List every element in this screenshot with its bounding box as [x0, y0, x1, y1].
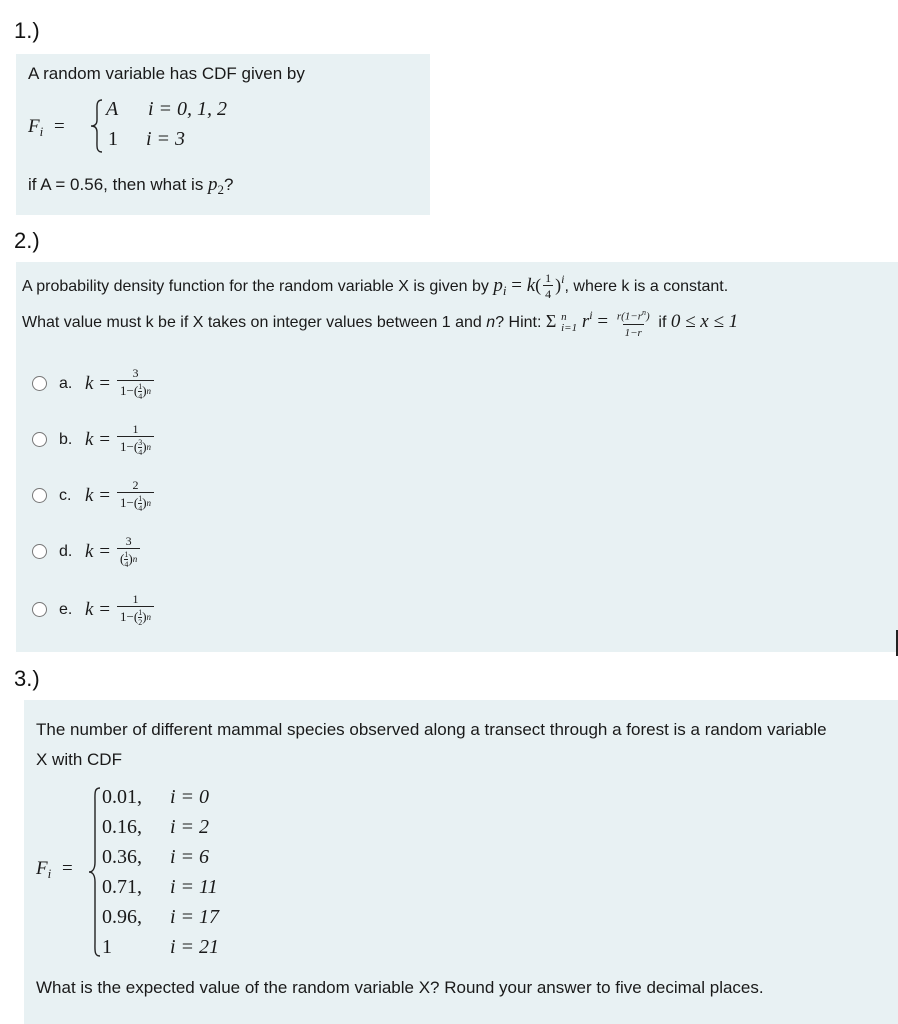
- q3-case-1-value: 0.01,: [102, 786, 142, 808]
- q2-hint-formula: Σ n i=1 $r^i$ = $\frac{r(1-r^n)}{1-r}$: [545, 308, 650, 339]
- q2-pdf-lhs: p: [493, 275, 503, 296]
- option-e-fraction: [117, 592, 154, 627]
- option-c-fraction: [117, 478, 154, 513]
- q3-case-6-value: 1: [102, 936, 112, 958]
- q2-sum-term: r: [581, 311, 590, 333]
- option-c-one: 1−: [120, 495, 134, 510]
- option-b-fraction: [117, 422, 154, 457]
- question-1-intro: A random variable has CDF given by: [28, 64, 305, 83]
- option-e-radio[interactable]: [32, 602, 47, 617]
- option-a-k-eq: k =: [85, 372, 112, 394]
- q2-line1-post: , where k is a constant.: [564, 278, 729, 295]
- option-c-numerator: 2: [132, 478, 139, 492]
- option-d-numerator: 3: [125, 534, 132, 548]
- q1-case-1-cond: i = 0, 1, 2: [148, 98, 228, 120]
- q3-lhs-sub: i: [47, 866, 52, 881]
- question-3-intro-line-1: The number of different mammal species observed along a transect through a forest is a random variable: [36, 720, 827, 739]
- q2-line2-mid: ? Hint:: [495, 314, 542, 332]
- option-b[interactable]: [32, 422, 154, 457]
- option-c-k-eq: k =: [85, 484, 112, 506]
- option-b-label: b.: [59, 430, 73, 448]
- q1-question-post: ?: [224, 175, 234, 194]
- question-2-line-1: [22, 272, 728, 301]
- option-c-radio[interactable]: [32, 488, 47, 503]
- q3-case-3-value: 0.36,: [102, 846, 142, 868]
- q1-target-sub: 2: [217, 182, 225, 197]
- question-3-number: 3.): [14, 666, 40, 691]
- question-3-cdf-lhs: $F_i$ =: [36, 858, 73, 881]
- q2-hint-numerator: [615, 306, 652, 324]
- option-e-numerator: 1: [132, 592, 139, 606]
- q2-range-pre: if: [658, 314, 667, 332]
- q3-case-6-cond: i = 21: [170, 936, 220, 958]
- option-b-denominator: 1− ( $\frac{3}{4}$ ) n: [117, 436, 154, 457]
- q2-hint-num-text: r(1−r: [616, 310, 642, 323]
- question-1-brace: [90, 98, 104, 154]
- q1-question-pre: if A = 0.56, then what is: [28, 175, 204, 194]
- q1-case-2-value: 1: [108, 128, 118, 150]
- q3-case-1-cond: i = 0: [170, 786, 210, 808]
- option-a-one: 1−: [120, 383, 134, 398]
- q2-pdf-formula: $p_i = k$( $\frac{1}{4}$ )$^i$: [493, 271, 565, 302]
- question-2-number: 2.): [14, 228, 40, 253]
- q2-pdf-frac-num: 1: [545, 271, 552, 286]
- q1-lhs-var: F: [28, 116, 40, 137]
- q3-case-3-cond: i = 6: [170, 846, 210, 868]
- question-1-question: [28, 174, 234, 198]
- option-a-power: n: [146, 386, 152, 396]
- option-c[interactable]: [32, 478, 154, 513]
- q3-case-4-value: 0.71,: [102, 876, 142, 898]
- option-d-k-eq: k =: [85, 540, 112, 562]
- option-d-fraction: [117, 534, 140, 569]
- option-a-inner-num: 1: [138, 381, 143, 391]
- question-3-brace: [88, 786, 102, 958]
- q2-pdf-sub: i: [502, 283, 507, 298]
- option-e-inner-num: 1: [138, 607, 143, 617]
- question-1-cdf-lhs: $F_i$ =: [28, 116, 65, 139]
- question-2-line-2: [22, 306, 738, 340]
- q3-case-2-value: 0.16,: [102, 816, 142, 838]
- option-e-inner-den: 2: [138, 617, 143, 627]
- option-d-label: d.: [59, 542, 73, 560]
- option-c-label: c.: [59, 486, 72, 504]
- q2-line1-pre: A probability density function for the random variable X is given by: [22, 278, 489, 295]
- option-d-power: n: [132, 554, 138, 564]
- question-3-question: What is the expected value of the random variable X? Round your answer to five decimal places.: [36, 978, 764, 997]
- option-e[interactable]: [32, 592, 154, 627]
- option-a-numerator: 3: [132, 366, 139, 380]
- option-b-k-eq: k =: [85, 428, 112, 450]
- q2-hint-num-exp: n: [641, 308, 646, 317]
- option-c-inner-den: 4: [138, 503, 143, 513]
- option-d-denominator: ( $\frac{1}{4}$ ) n: [117, 548, 140, 569]
- option-a-fraction: [117, 366, 154, 401]
- q3-case-4-cond: i = 11: [170, 876, 218, 898]
- q2-sum-upper: n: [561, 310, 567, 323]
- option-b-inner-den: 4: [138, 447, 143, 457]
- option-d[interactable]: [32, 534, 140, 569]
- option-d-inner-den: 4: [124, 559, 129, 569]
- option-c-inner-num: 1: [138, 493, 143, 503]
- option-c-denominator: 1− ( $\frac{1}{4}$ ) n: [117, 492, 154, 513]
- q2-hint-denominator: 1−r: [623, 324, 644, 340]
- q1-lhs-sub: i: [39, 124, 44, 139]
- option-d-radio[interactable]: [32, 544, 47, 559]
- option-c-power: n: [146, 498, 152, 508]
- option-e-k-eq: k =: [85, 598, 112, 620]
- q3-case-5-value: 0.96,: [102, 906, 142, 928]
- option-e-label: e.: [59, 600, 73, 618]
- question-1-box: [16, 54, 430, 215]
- option-a-denominator: 1− ( $\frac{1}{4}$ ) n: [117, 380, 154, 401]
- q1-target-var: p: [208, 174, 218, 195]
- option-b-one: 1−: [120, 439, 134, 454]
- q2-hint-num-close: ): [645, 310, 650, 323]
- q3-case-5-cond: i = 17: [170, 906, 220, 928]
- option-a[interactable]: [32, 366, 154, 401]
- option-b-radio[interactable]: [32, 432, 47, 447]
- option-e-denominator: 1− ( $\frac{1}{2}$ ) n: [117, 606, 154, 627]
- q1-case-2-cond: i = 3: [146, 128, 186, 150]
- question-1-number: 1.): [14, 18, 40, 43]
- q2-range: 0 ≤ x ≤ 1: [670, 311, 739, 333]
- q2-sum-exp: i: [589, 308, 593, 323]
- option-e-one: 1−: [120, 609, 134, 624]
- option-e-power: n: [146, 612, 152, 622]
- question-3-box: [24, 700, 898, 1024]
- option-b-inner-num: 3: [138, 437, 143, 447]
- option-a-label: a.: [59, 374, 73, 392]
- q3-lhs-var: F: [36, 858, 48, 879]
- q2-line2-n: n: [486, 314, 496, 332]
- option-b-numerator: 1: [132, 422, 139, 436]
- option-a-radio[interactable]: [32, 376, 47, 391]
- q2-sum-lower: i=1: [561, 321, 578, 334]
- q2-pdf-k: k: [526, 275, 536, 296]
- option-b-power: n: [146, 442, 152, 452]
- question-3-intro-line-2: X with CDF: [36, 750, 122, 769]
- q2-line2-pre: What value must k be if X takes on integer values between 1 and: [22, 314, 482, 332]
- option-d-inner-num: 1: [124, 549, 129, 559]
- q3-case-2-cond: i = 2: [170, 816, 210, 838]
- q2-pdf-exp: i: [561, 272, 565, 286]
- q1-case-1-value: A: [106, 98, 119, 120]
- option-a-inner-den: 4: [138, 391, 143, 401]
- question-2-box: [16, 262, 898, 652]
- q2-pdf-frac-den: 4: [545, 287, 552, 302]
